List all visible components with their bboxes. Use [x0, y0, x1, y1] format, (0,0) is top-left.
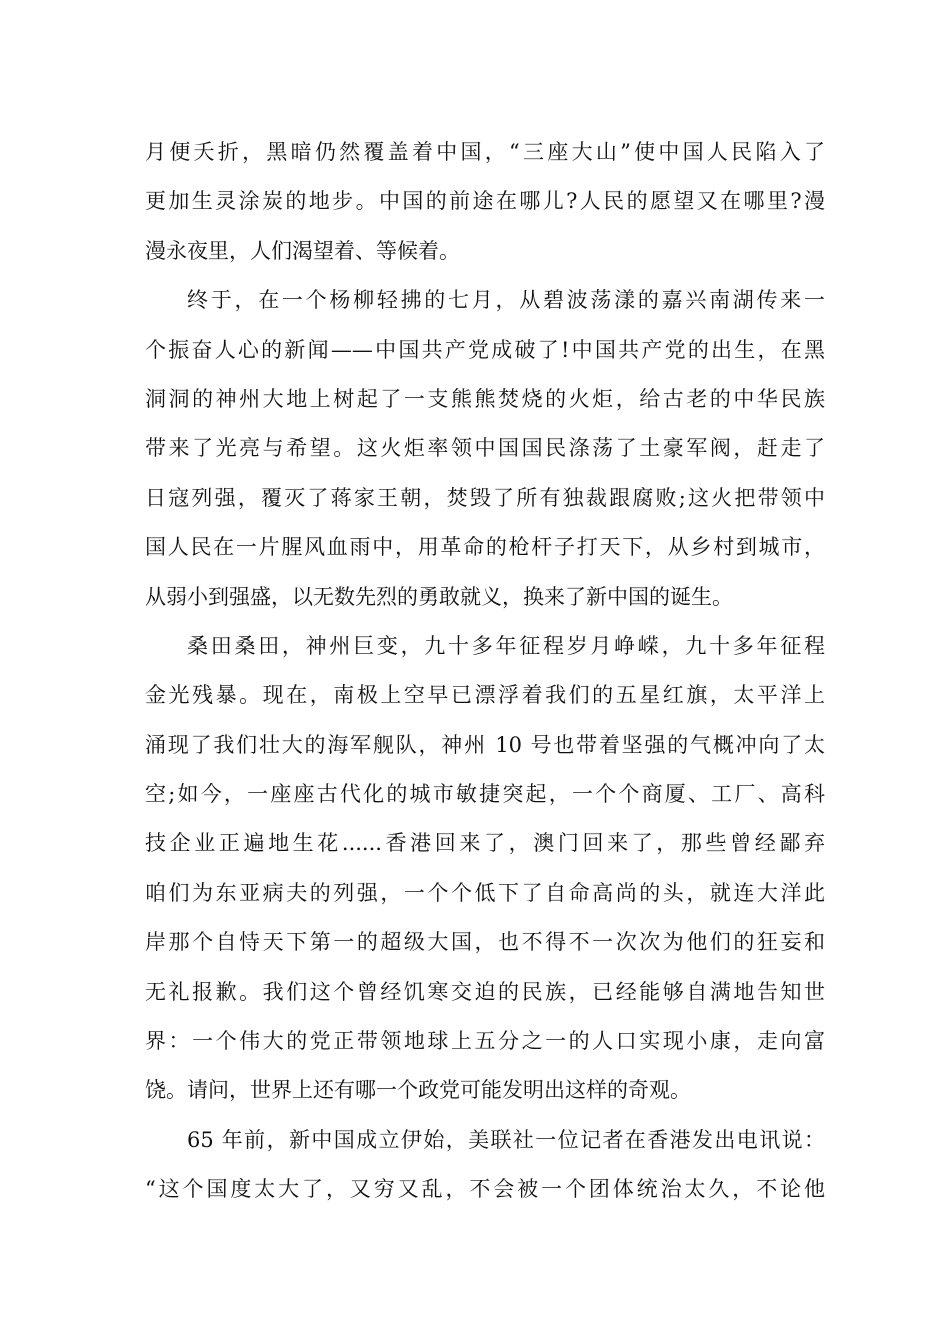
text-line: 漫永夜里，人们渴望着、等候着。	[145, 238, 460, 263]
text-line: “这个国度太大了，又穷又乱，不会被一个团体统治太久，不论他	[145, 1177, 825, 1202]
text-line: 国人民在一片腥风血雨中，用革命的枪杆子打天下，从乡村到城市，	[145, 535, 825, 560]
text-line: 带来了光亮与希望。这火炬率领中国国民涤荡了土豪军阀，赶走了	[145, 436, 825, 461]
paragraph	[145, 128, 825, 276]
text-line: 技企业正遍地生花......香港回来了，澳门回来了，那些曾经鄙弃	[145, 831, 825, 856]
text-line: 金光残暴。现在，南极上空早已漂浮着我们的五星红旗，太平洋上	[145, 683, 825, 708]
text-line: 桑田桑田，神州巨变，九十多年征程岁月峥嵘，九十多年征程	[187, 633, 825, 658]
text-line: 咱们为东亚病夫的列强，一个个低下了自命高尚的头，就连大洋此	[145, 880, 825, 905]
text-line: 日寇列强，覆灭了蒋家王朝，焚毁了所有独裁跟腐败;这火把带领中	[145, 485, 825, 510]
text-line: 饶。请问，世界上还有哪一个政党可能发明出这样的奇观。	[145, 1078, 691, 1103]
text-line: 65 年前，新中国成立伊始，美联社一位记者在香港发出电讯说：	[187, 1127, 825, 1152]
text-line: 无礼报歉。我们这个曾经饥寒交迫的民族，已经能够自满地告知世	[145, 979, 825, 1004]
paragraph	[145, 622, 825, 1116]
paragraph	[145, 276, 825, 622]
text-line: 界：一个伟大的党正带领地球上五分之一的人口实现小康，走向富	[145, 1029, 825, 1054]
text-line: 个振奋人心的新闻——中国共产党成破了!中国共产党的出生，在黑	[145, 337, 825, 362]
text-line: 涌现了我们壮大的海军舰队，神州 10 号也带着坚强的气概冲向了太	[145, 732, 825, 757]
text-line: 洞洞的神州大地上树起了一支熊熊焚烧的火炬，给古老的中华民族	[145, 386, 825, 411]
text-line: 更加生灵涂炭的地步。中国的前途在哪儿?人民的愿望又在哪里?漫	[145, 189, 825, 214]
paragraph	[145, 1116, 825, 1215]
text-line: 空;如今，一座座古代化的城市敏捷突起，一个个商厦、工厂、高科	[145, 782, 825, 807]
text-line: 从弱小到强盛，以无数先烈的勇敢就义，换来了新中国的诞生。	[145, 584, 733, 609]
text-line: 终于，在一个杨柳轻拂的七月，从碧波荡漾的嘉兴南湖传来一	[187, 288, 825, 313]
text-line: 岸那个自恃天下第一的超级大国，也不得不一次次为他们的狂妄和	[145, 930, 825, 955]
text-line: 月便夭折，黑暗仍然覆盖着中国，“三座大山”使中国人民陷入了	[145, 140, 825, 164]
document-body	[145, 128, 825, 1215]
